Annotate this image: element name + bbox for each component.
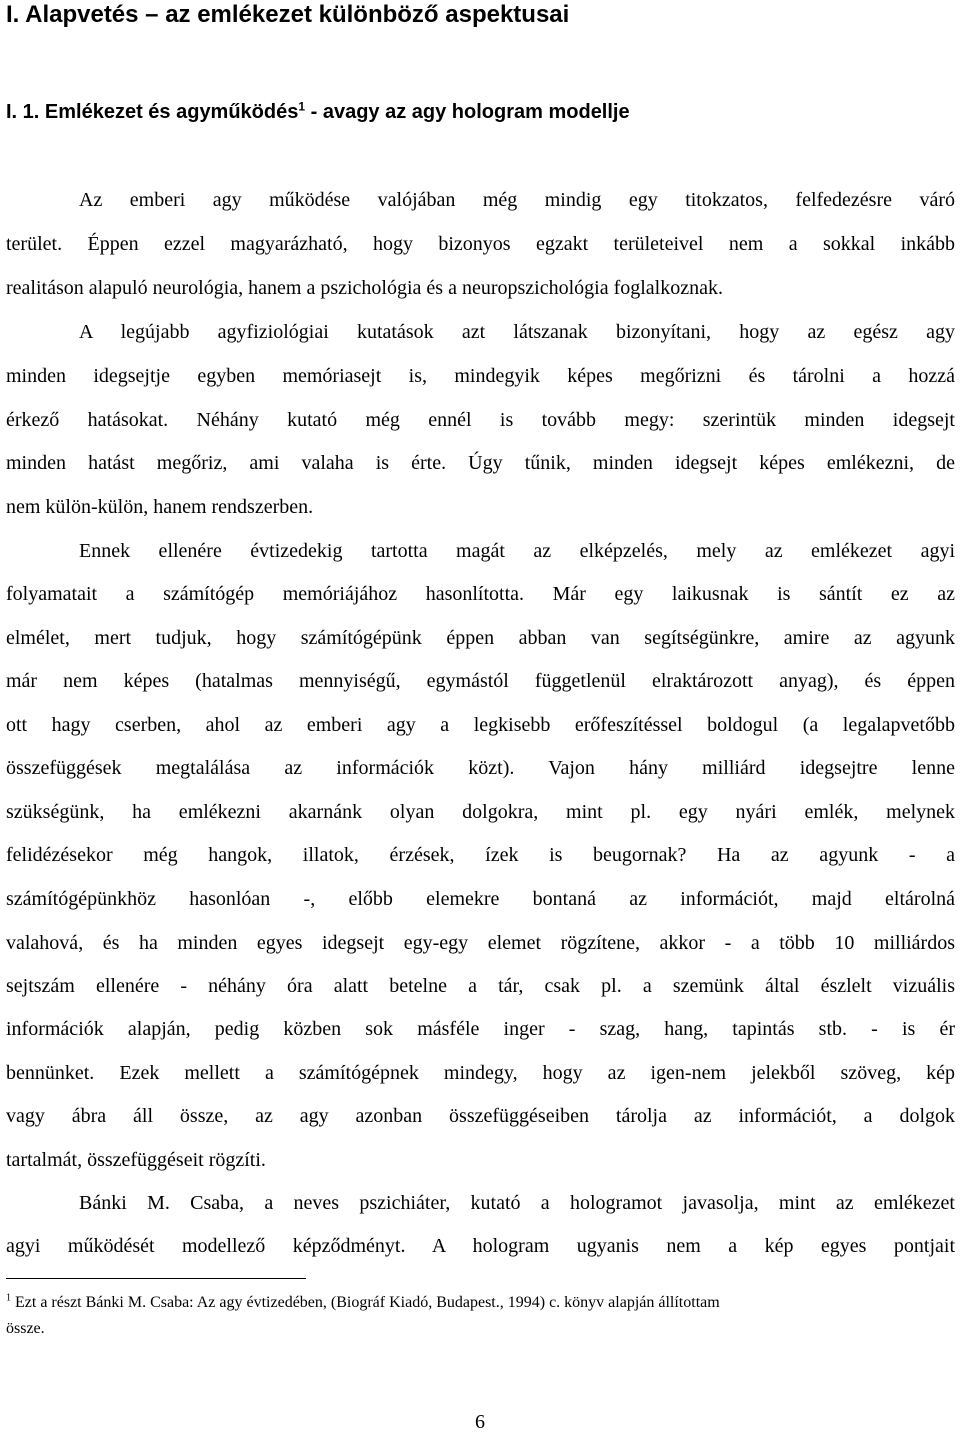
body-line: szükségünk, ha emlékezni akarnánk olyan dolgokra, mint pl. egy nyári emlék, melynek — [6, 801, 955, 823]
chapter-heading: I. Alapvetés – az emlékezet különböző aspektusai — [6, 1, 570, 28]
body-line: realitáson alapuló neurológia, hanem a pszichológia és a neuropszichológia foglalkoznak. — [6, 277, 723, 299]
body-line: ott hagy cserben, ahol az emberi agy a legkisebb erőfeszítéssel boldogul (a legalapvetőbb — [6, 714, 955, 736]
body-line: Az emberi agy működése valójában még mindig egy titokzatos, felfedezésre váró — [79, 189, 955, 211]
body-line: minden hatást megőriz, ami valaha is érte. Úgy tűnik, minden idegsejt képes emlékezni, de — [6, 452, 955, 474]
footnote-separator — [6, 1278, 306, 1279]
body-line: vagy ábra áll össze, az agy azonban összefüggéseiben tárolja az információt, a dolgok — [6, 1105, 955, 1127]
footnote-reference: 1 — [298, 99, 306, 114]
body-line: Bánki M. Csaba, a neves pszichiáter, kutató a hologramot javasolja, mint az emlékezet — [79, 1192, 955, 1214]
body-line: információk alapján, pedig közben sok másféle inger - szag, hang, tapintás stb. - is ér — [6, 1018, 955, 1040]
body-line: nem külön-külön, hanem rendszerben. — [6, 496, 314, 518]
body-line: sejtszám ellenére - néhány óra alatt betelne a tár, csak pl. a szemünk által észlelt vizuális — [6, 975, 955, 997]
page-number: 6 — [475, 1411, 485, 1433]
body-line: összefüggések megtalálása az információk közt). Vajon hány milliárd idegsejtre lenne — [6, 757, 955, 779]
body-line: tartalmát, összefüggéseit rögzíti. — [6, 1149, 266, 1171]
body-line: bennünket. Ezek mellett a számítógépnek mindegy, hogy az igen-nem jelekből szöveg, kép — [6, 1062, 955, 1084]
body-line: érkező hatásokat. Néhány kutató még ennél is tovább megy: szerintük minden idegsejt — [6, 409, 955, 431]
body-line: A legújabb agyfiziológiai kutatások azt látszanak bizonyítani, hogy az egész agy — [79, 321, 955, 343]
body-line: felidézésekor még hangok, illatok, érzések, ízek is beugornak? Ha az agyunk - a — [6, 844, 955, 866]
footnote-marker: 1 — [6, 1292, 11, 1304]
body-line: folyamatait a számítógép memóriájához hasonlította. Már egy laikusnak is sántít ez az — [6, 583, 955, 605]
body-line: Ennek ellenére évtizedekig tartotta magát az elképzelés, mely az emlékezet agyi — [79, 540, 955, 562]
body-line: terület. Éppen ezzel magyarázható, hogy bizonyos egzakt területeivel nem a sokkal inkább — [6, 233, 955, 255]
body-line: már nem képes (hatalmas mennyiségű, egymástól függetlenül elraktározott anyag), és éppen — [6, 670, 955, 692]
body-line: valahová, és ha minden egyes idegsejt egy-egy elemet rögzítene, akkor - a több 10 milliárdos — [6, 932, 955, 954]
section-heading — [6, 98, 630, 126]
body-line: agyi működését modellező képződményt. A hologram ugyanis nem a kép egyes pontjait — [6, 1235, 955, 1257]
body-line: elmélet, mert tudjuk, hogy számítógépünk éppen abban van segítségünkre, amire az agyunk — [6, 627, 955, 649]
body-line: számítógépünkhöz hasonlóan -, előbb elemekre bontaná az információt, majd eltárolná — [6, 888, 955, 910]
footnote-text: Ezt a részt Bánki M. Csaba: Az agy évtizedében, (Biográf Kiadó, Budapest., 1994) c. könyv alapján állítottam — [11, 1294, 720, 1311]
body-line: minden idegsejtje egyben memóriasejt is, mindegyik képes megőrizni és tárolni a hozzá — [6, 365, 955, 387]
section-heading-text: I. 1. Emlékezet és agyműködés — [6, 101, 299, 123]
footnote-line-continued: össze. — [6, 1320, 45, 1337]
footnote-line — [6, 1292, 955, 1314]
section-heading-subtitle: - avagy az agy hologram modellje — [305, 101, 630, 123]
